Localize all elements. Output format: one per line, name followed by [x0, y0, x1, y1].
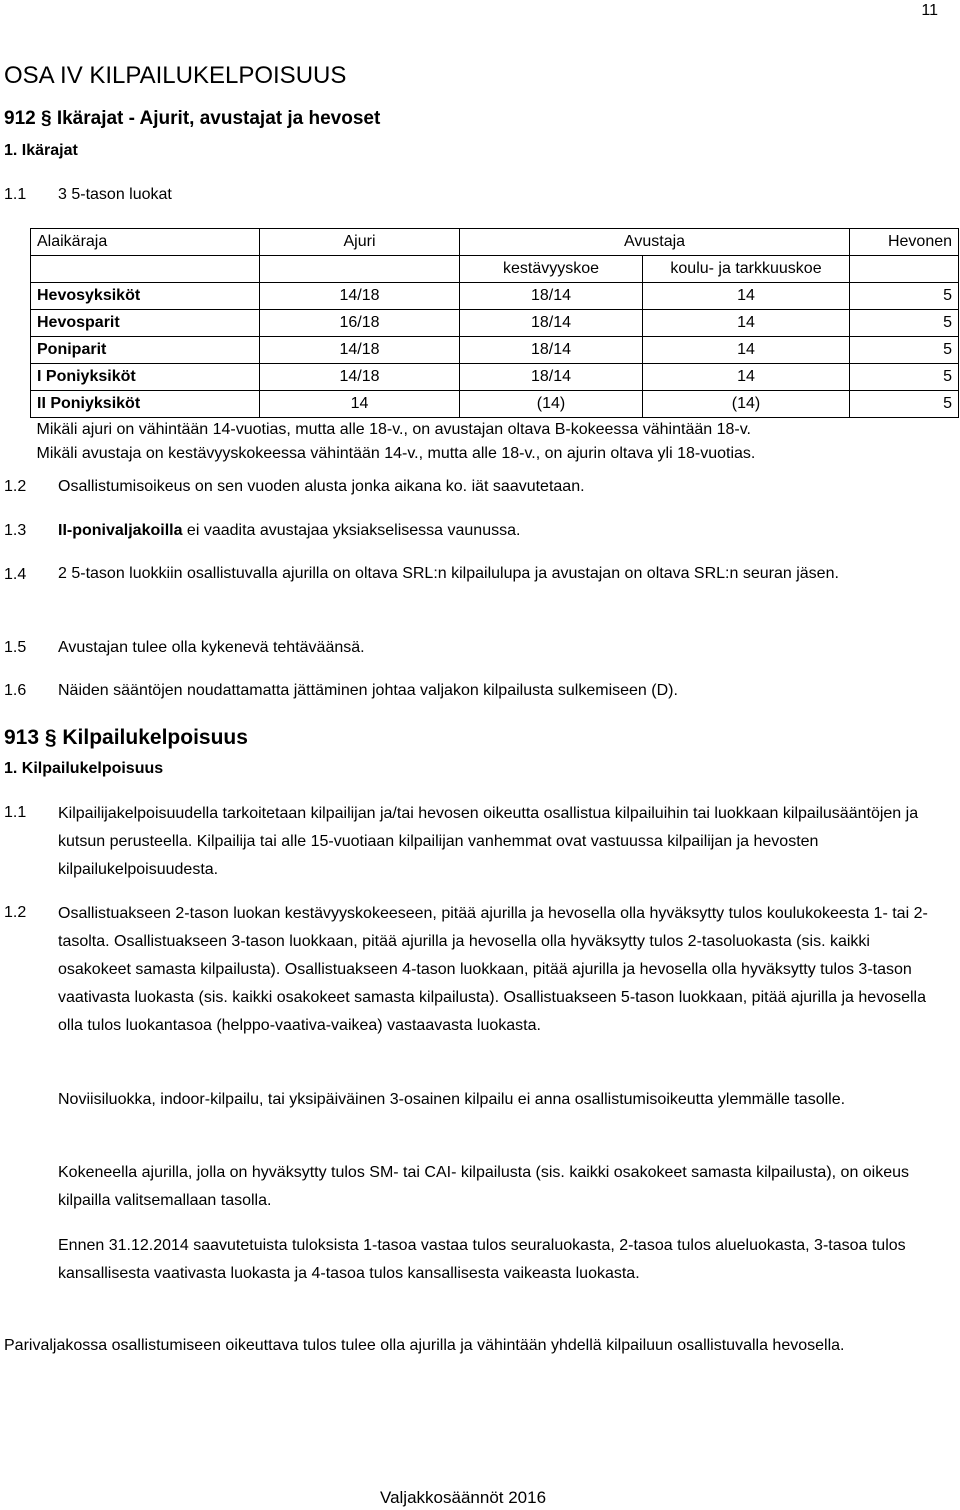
table-row: Poniparit 14/18 18/14 14 5 — [31, 337, 959, 364]
paragraph: Kokeneella ajurilla, jolla on hyväksytty tulos SM- tai CAI- kilpailusta (sis. kaikki osakokeet samasta kilpailusta), on oikeus kilpailla valitsemallaan tasolla. — [58, 1164, 910, 1209]
item-number: 1.1 — [4, 186, 27, 203]
table-note-row — [31, 442, 959, 466]
item-text: Osallistumisoikeus on sen vuoden alusta jonka aikana ko. iät saavutetaan. — [58, 478, 585, 495]
subheader-endurance: kestävyyskoe — [460, 256, 643, 283]
section-913-title: 913 § Kilpailukelpoisuus — [4, 726, 248, 749]
item-number: 1.1 — [4, 804, 27, 821]
item-bold-term: II-ponivaljakoilla — [58, 522, 183, 539]
table-note-2: Mikäli avustaja on kestävyyskokeessa vähintään 14-v., mutta alle 18-v., on ajurin oltava yli 18-vuotias. — [36, 445, 756, 462]
item-text: Osallistuakseen 2-tason luokan kestävyyskokeeseen, pitää ajurilla ja hevosella olla hyväksytty tulos koulukokeesta 1- tai 2-tasolta. Osallistuakseen 3-tason luokkaan, pitää ajurilla ja hevosella olla hyväksytty tulos 2-tasoluokasta (sis. kaikki osakokeet samasta kilpailusta). Osallistuakseen 4-tason luokkaan, pitää ajurilla ja hevosella olla hyväksytty tulos 3-tason vaativasta luokasta (sis. kaikki osakokeet samasta kilpailusta). Osallistuakseen 5-tason luokkaan, pitää ajurilla ja hevosella olla tulos luokantasoa (helppo-vaativa-vaikea) vastaavasta luokasta. — [58, 905, 928, 1034]
item-number: 1.2 — [4, 904, 27, 921]
section-912-title: 912 § Ikärajat - Ajurit, avustajat ja hevoset — [4, 108, 381, 129]
page-footer: Valjakkosäännöt 2016 — [380, 1488, 547, 1507]
item-text: Avustajan tulee olla kykenevä tehtäväänsä. — [58, 639, 365, 656]
table-row: I Poniyksiköt 14/18 18/14 14 5 — [31, 364, 959, 391]
section-913-subtitle: 1. Kilpailukelpoisuus — [4, 760, 164, 777]
section-912-subtitle: 1. Ikärajat — [4, 142, 78, 159]
subheader-dressage: koulu- ja tarkkuuskoe — [643, 256, 850, 283]
item-text: 3 5-tason luokat — [58, 186, 172, 203]
table-row: Hevosyksiköt 14/18 18/14 14 5 — [31, 283, 959, 310]
table-header-row — [31, 229, 959, 256]
item-number: 1.3 — [4, 522, 27, 539]
header-horse: Hevonen — [850, 229, 959, 256]
item-text: Kilpailijakelpoisuudella tarkoitetaan kilpailijan ja/tai hevosen oikeutta osallistua kilpailuihin tai luokkaan kilpailusääntöjen ja kutsun perusteella. Kilpailija tai alle 15-vuotiaan kilpailijan vanhemmat ovat vastuussa kilpailijan ja hevosten kilpailukelpoisuudesta. — [58, 805, 919, 878]
item-number: 1.5 — [4, 639, 27, 656]
item-number: 1.2 — [4, 478, 27, 495]
part-title: OSA IV KILPAILUKELPOISUUS — [4, 62, 347, 89]
item-number: 1.6 — [4, 682, 27, 699]
header-assistant: Avustaja — [460, 229, 850, 256]
age-limit-table — [30, 228, 959, 466]
table-row: Hevosparit 16/18 18/14 14 5 — [31, 310, 959, 337]
paragraph: Ennen 31.12.2014 saavutetuista tuloksista 1-tasoa vastaa tulos seuraluokasta, 2-tasoa tulos alueluokasta, 3-tasoa tulos kansallisesta vaativasta luokasta ja 4-tasoa tulos kansallisesta vaikeasta luokasta. — [58, 1237, 906, 1282]
header-driver: Ajuri — [260, 229, 460, 256]
page-number: 11 — [921, 2, 938, 19]
header-age: Alaikäraja — [31, 229, 260, 256]
item-text: 2 5-tason luokkiin osallistuvalla ajurilla on oltava SRL:n kilpailulupa ja avustajan on oltava SRL:n seuran jäsen. — [58, 565, 839, 582]
paragraph: Noviisiluokka, indoor-kilpailu, tai yksipäiväinen 3-osainen kilpailu ei anna osallistumisoikeutta ylemmälle tasolle. — [58, 1091, 846, 1108]
paragraph: Parivaljakossa osallistumiseen oikeuttava tulos tulee olla ajurilla ja vähintään yhdellä kilpailuun osallistuvalla hevosella. — [4, 1337, 845, 1354]
item-number: 1.4 — [4, 566, 27, 583]
table-subheader-row — [31, 256, 959, 283]
table-note-row — [31, 418, 959, 443]
table-note-1: Mikäli ajuri on vähintään 14-vuotias, mutta alle 18-v., on avustajan oltava B-kokeessa vähintään 18-v. — [36, 421, 751, 438]
item-text: Näiden sääntöjen noudattamatta jättäminen johtaa valjakon kilpailusta sulkemiseen (D). — [58, 682, 678, 699]
item-text: II-ponivaljakoilla ei vaadita avustajaa yksiakselisessa vaunussa. — [58, 522, 521, 539]
table-row: II Poniyksiköt 14 (14) (14) 5 — [31, 391, 959, 418]
